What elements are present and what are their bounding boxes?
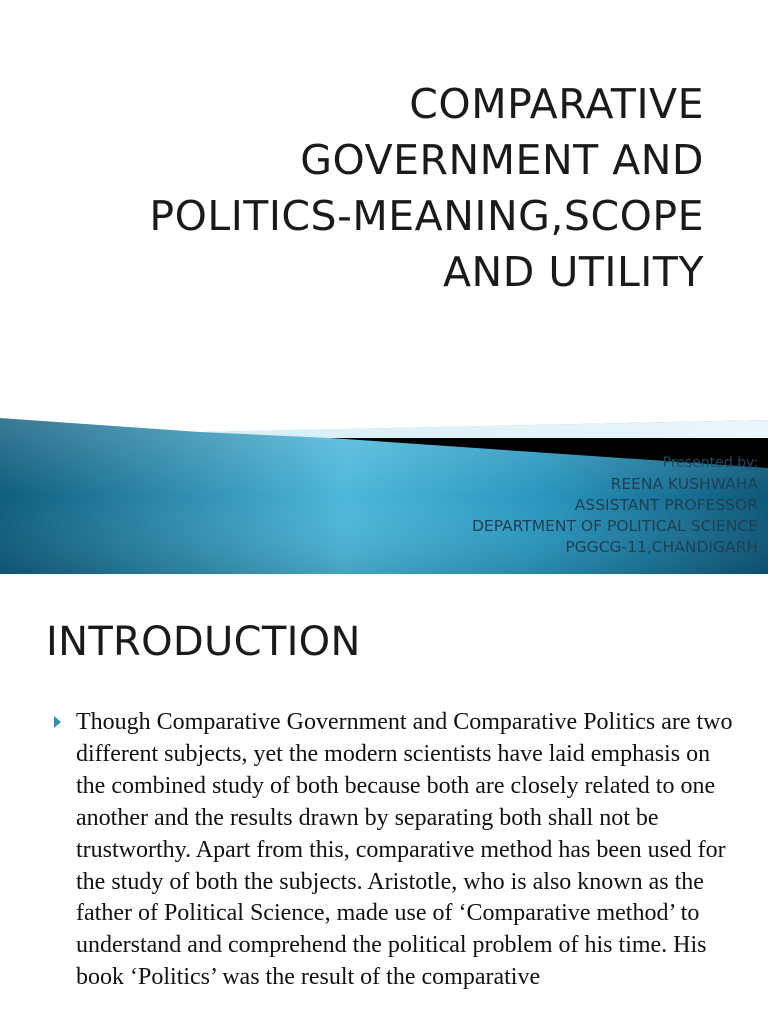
bullet-item — [54, 707, 744, 994]
presenter-designation: ASSISTANT PROFESSOR — [574, 496, 758, 514]
title-line: AND UTILITY — [443, 248, 704, 296]
presenter-info — [472, 453, 758, 558]
presented-by-label: Presented by: — [662, 455, 758, 471]
title-line: COMPARATIVE — [409, 80, 704, 128]
presenter-college: PGGCG-11,CHANDIGARH — [565, 538, 758, 556]
introduction-slide — [0, 576, 768, 1024]
presenter-name: REENA KUSHWAHA — [610, 475, 758, 493]
slide-title — [64, 76, 704, 300]
title-line: POLITICS-MEANING,SCOPE — [149, 192, 704, 240]
bullet-paragraph: Though Comparative Government and Comparative Politics are two different subjects, yet the modern scientists have laid emphasis on the combined study of both because both are closely related to one another and the results drawn by separating both shall not be trustworthy. Apart from this, comparative method has been used for the study of both the subjects. Aristotle, who is also known as the father of Political Science, made use of ‘Comparative method’ to understand and comprehend the political problem of his time. His book ‘Politics’ was the result of the comparative — [76, 709, 733, 991]
triangle-bullet-icon — [54, 716, 61, 728]
presenter-department: DEPARTMENT OF POLITICAL SCIENCE — [471, 517, 758, 535]
title-line: GOVERNMENT AND — [300, 136, 704, 184]
slide-heading: INTRODUCTION — [46, 619, 361, 665]
